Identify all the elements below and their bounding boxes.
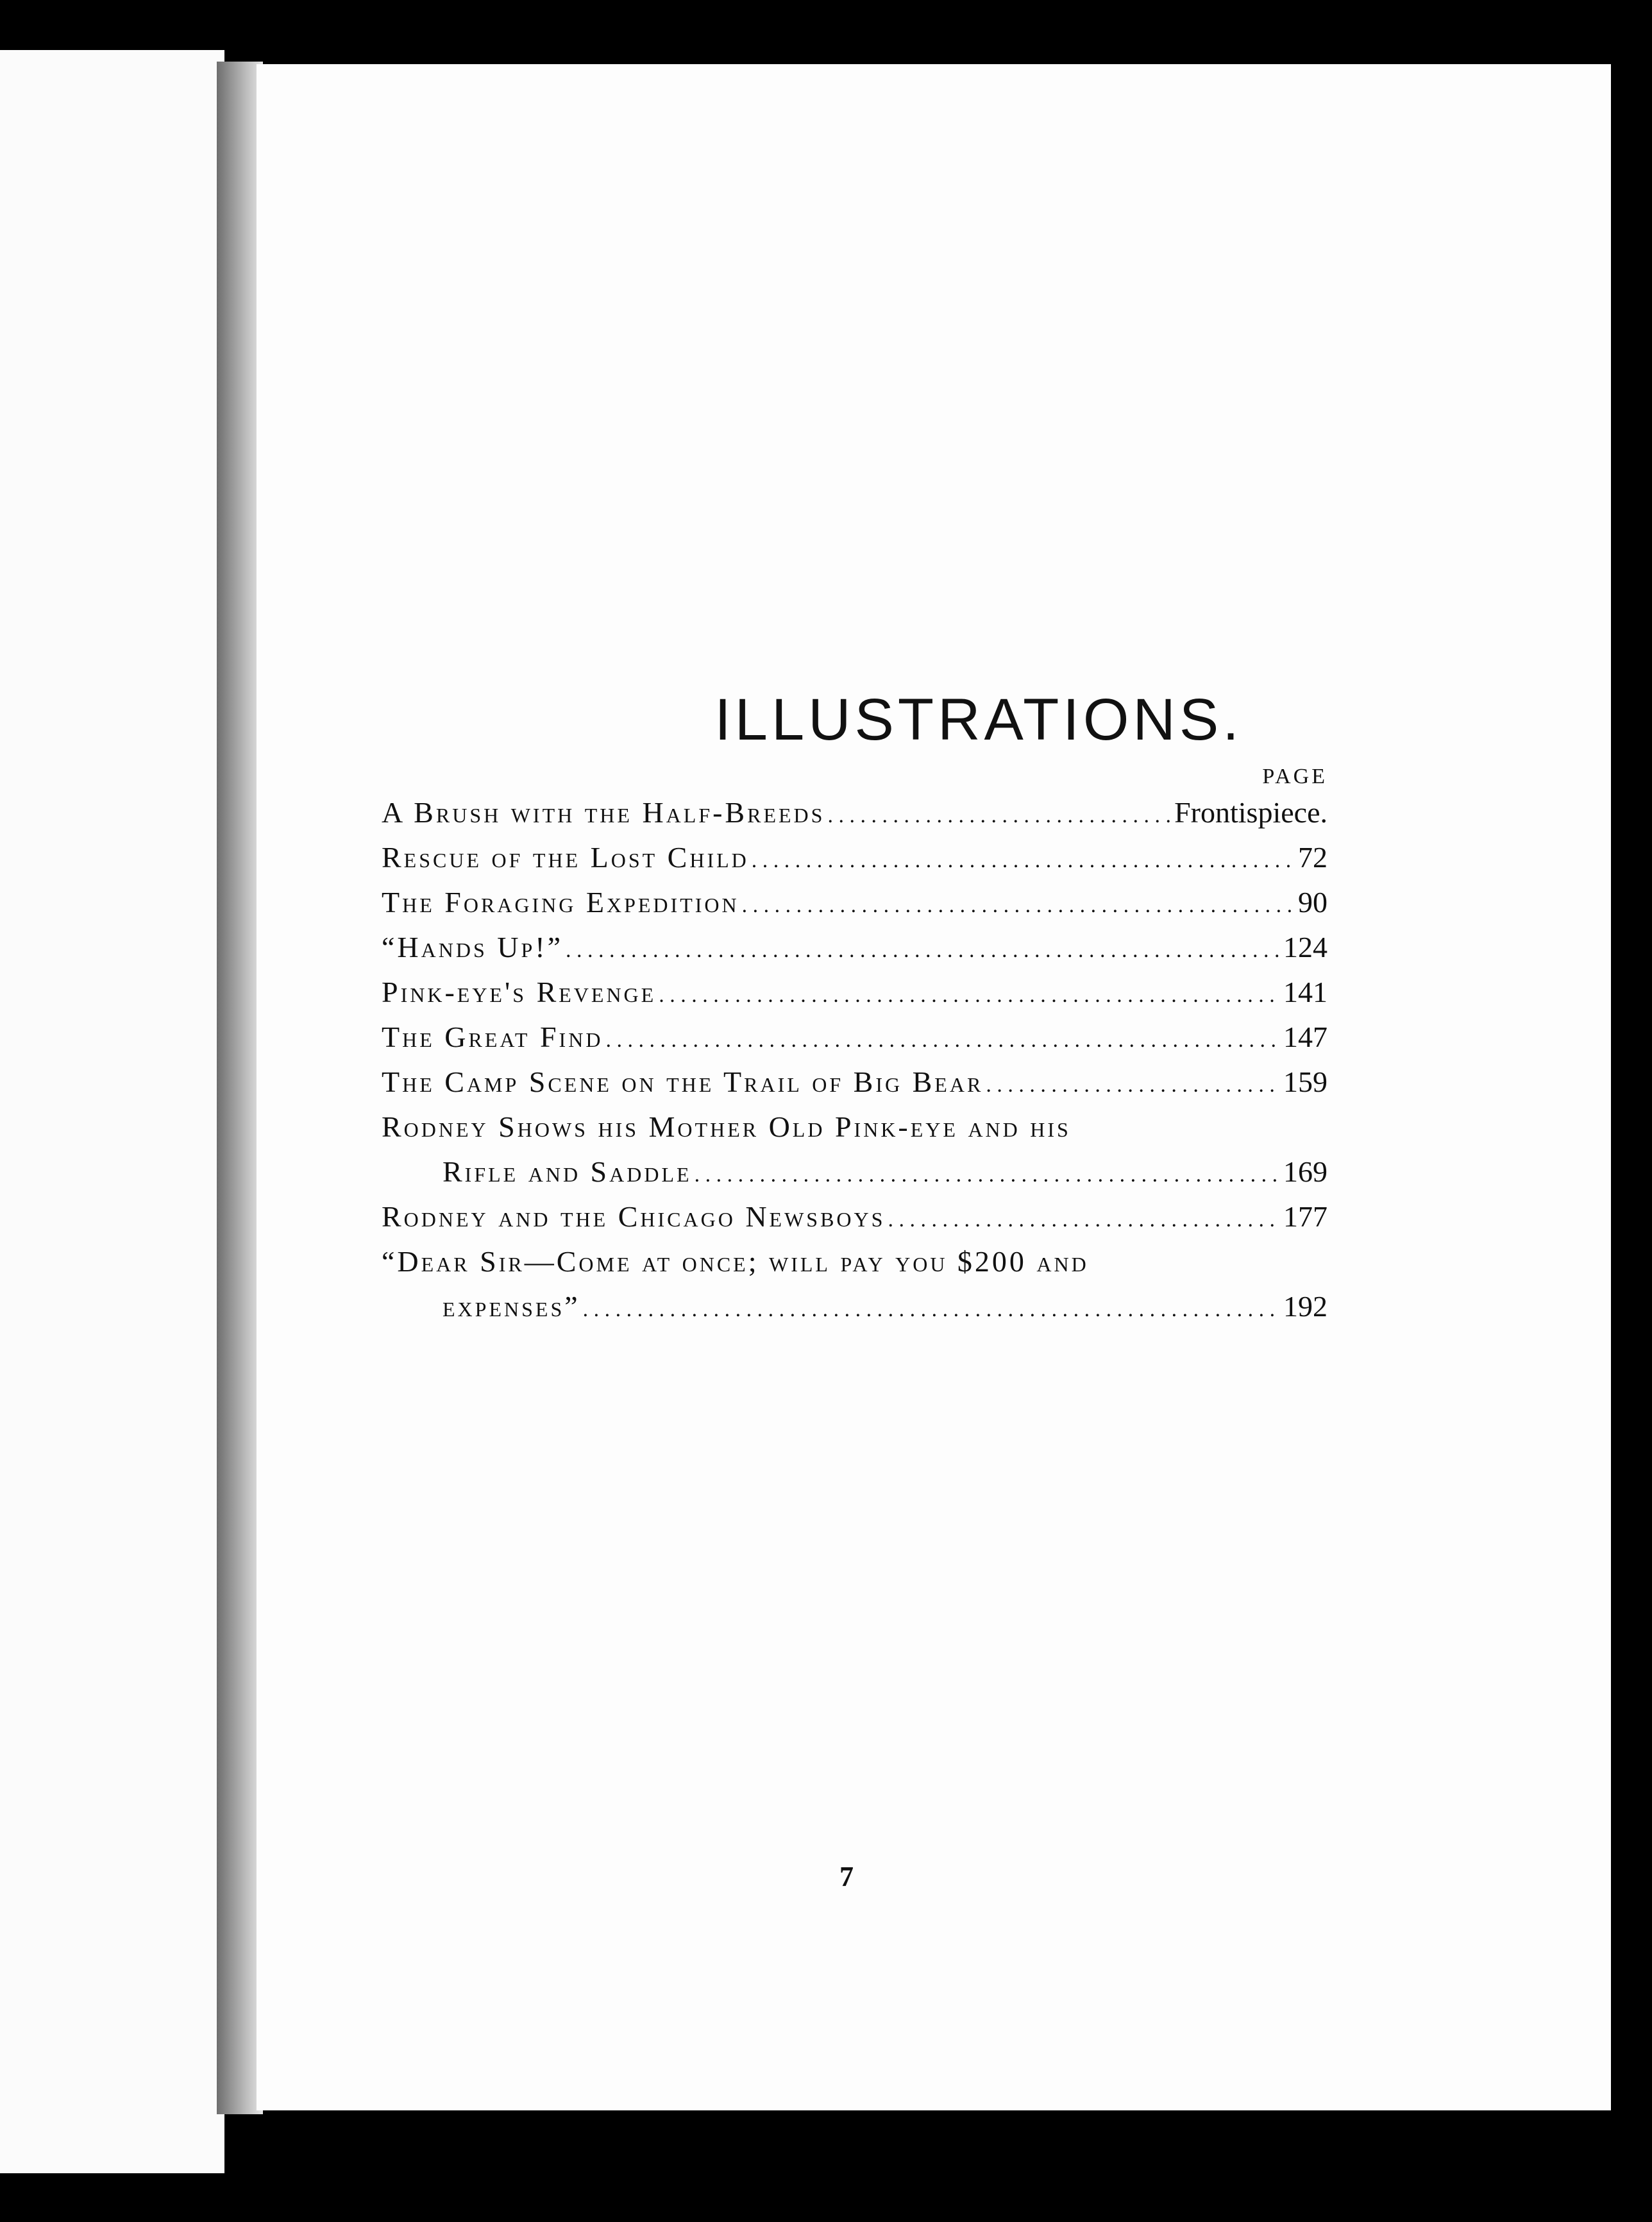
entry-page: 159 (1283, 1065, 1328, 1098)
entry-page: 192 (1283, 1290, 1328, 1323)
entry-page: 141 (1283, 976, 1328, 1008)
list-item (382, 1110, 1328, 1155)
page-number: 7 (839, 1861, 854, 1892)
entry-title: Rodney Shows his Mother Old Pink-eye and his (382, 1110, 1071, 1143)
dot-leader (695, 1155, 1281, 1189)
entry-page: 177 (1283, 1200, 1328, 1233)
entry-title: Rescue of the Lost Child (382, 841, 749, 874)
list-item (382, 975, 1328, 1020)
list-item (382, 1289, 1328, 1334)
list-item (382, 795, 1328, 840)
list-item (382, 840, 1328, 885)
list-item (382, 1244, 1328, 1289)
dot-leader (888, 1200, 1281, 1234)
dot-leader (742, 885, 1295, 919)
entry-title: The Great Find (382, 1021, 603, 1053)
entry-title: A Brush with the Half-Breeds (382, 796, 825, 829)
dot-leader (605, 1020, 1281, 1054)
entry-page: Frontispiece. (1174, 796, 1328, 829)
left-page (0, 50, 224, 2173)
right-page (257, 64, 1611, 2110)
entry-title: The Camp Scene on the Trail of Big Bear (382, 1065, 984, 1098)
entry-title: Rodney and the Chicago Newsboys (382, 1200, 886, 1233)
entry-title: “Dear Sir—Come at once; will pay you $200 and (382, 1245, 1089, 1278)
list-item (382, 1020, 1328, 1065)
dot-leader (583, 1289, 1281, 1323)
entry-title: “Hands Up!” (382, 931, 564, 963)
entry-title: The Foraging Expedition (382, 886, 739, 919)
entry-page: 90 (1298, 886, 1328, 919)
illustrations-list (382, 795, 1328, 1334)
dot-leader (566, 930, 1281, 964)
list-item (382, 885, 1328, 930)
entry-page: 72 (1298, 841, 1328, 874)
page-title: ILLUSTRATIONS. (714, 687, 1243, 752)
list-item (382, 1200, 1328, 1244)
entry-page: 169 (1283, 1155, 1328, 1188)
entry-page: 124 (1283, 931, 1328, 963)
entry-title: expenses” (442, 1290, 580, 1323)
entry-title: Pink-eye's Revenge (382, 976, 657, 1008)
list-item (382, 1155, 1328, 1200)
dot-leader (659, 975, 1281, 1009)
dot-leader (752, 840, 1295, 874)
list-item (382, 1065, 1328, 1110)
dot-leader (986, 1065, 1281, 1099)
page-column-header: PAGE (1262, 765, 1328, 788)
list-item (382, 930, 1328, 975)
dot-leader (827, 795, 1172, 829)
entry-page: 147 (1283, 1021, 1328, 1053)
entry-title: Rifle and Saddle (442, 1155, 692, 1188)
